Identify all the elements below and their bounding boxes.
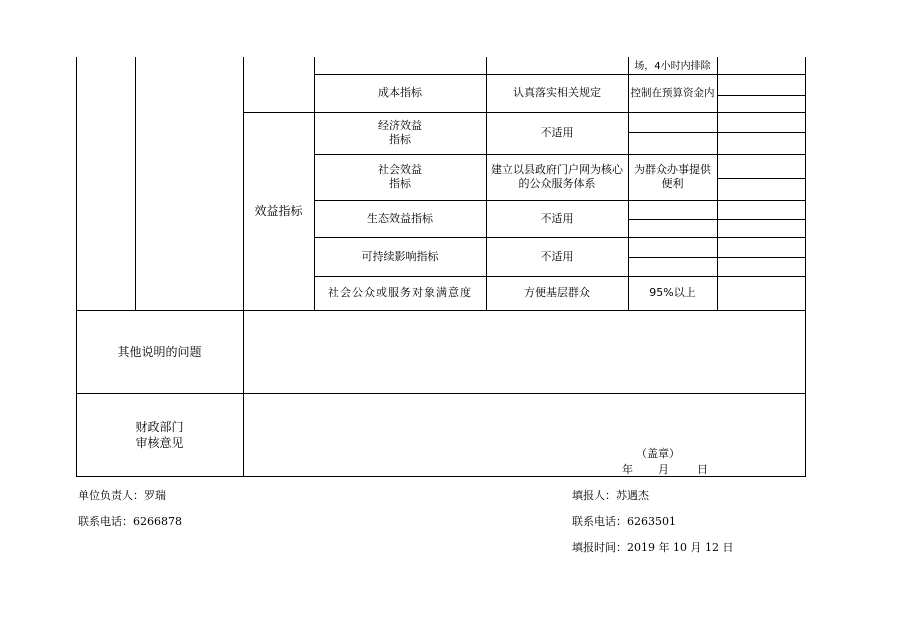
content-social: 建立以县政府门户网为核心的公众服务体系 [491,163,623,190]
outer-right-border [805,57,806,477]
indicator-economic [314,112,486,154]
content-sustainable: 不适用 [540,249,574,263]
row-line-h [628,219,805,220]
date-day: 日 [697,463,708,476]
indicator-social-line1: 社会效益 [378,163,422,176]
indicator-social-line2: 指标 [389,177,411,190]
target-satisfaction: 95%以上 [649,286,696,299]
report-time: 填报时间：2019 年 10 月 12 日 [572,541,734,554]
row-line-f [717,178,805,179]
indicator-sustainable: 可持续影响指标 [361,249,439,263]
content-cost: 认真落实相关规定 [513,86,601,99]
indicator-cost: 成本指标 [378,86,422,99]
target-social: 为群众办事提供便利 [634,163,711,190]
indicator-economic-line2: 指标 [389,133,411,146]
top-right-note: 场，4小时内排除 [634,60,711,72]
reporter: 填报人：苏遇杰 [572,489,649,502]
indicator-satisfaction: 社会公众或服务对象满意度 [328,286,472,299]
indicator-economic-line1: 经济效益 [378,119,422,132]
target-cost: 控制在预算资金内 [630,87,715,99]
other-issues-label: 其他说明的问题 [117,344,202,359]
date-month: 月 [658,463,669,476]
indicator-ecological: 生态效益指标 [367,211,433,225]
content-economic: 不适用 [540,126,574,139]
content-satisfaction: 方便基层群众 [524,286,590,299]
finance-review-label [76,393,243,476]
finance-label-line2: 审核意见 [135,435,184,450]
date-year: 年 [622,463,633,476]
reporter-phone: 联系电话：6263501 [572,515,676,528]
row-line-b [717,95,805,96]
row-line-j [628,257,805,258]
seal-text: （盖章） [636,447,680,460]
row-line-d [628,132,805,133]
category-benefit: 效益指标 [254,204,303,218]
unit-phone: 联系电话：6266878 [78,515,182,528]
indicator-social [314,154,486,200]
unit-head: 单位负责人：罗瑞 [78,489,166,502]
col-line-1 [135,57,136,310]
content-ecological: 不适用 [540,211,574,225]
finance-label-line1: 财政部门 [135,419,184,434]
